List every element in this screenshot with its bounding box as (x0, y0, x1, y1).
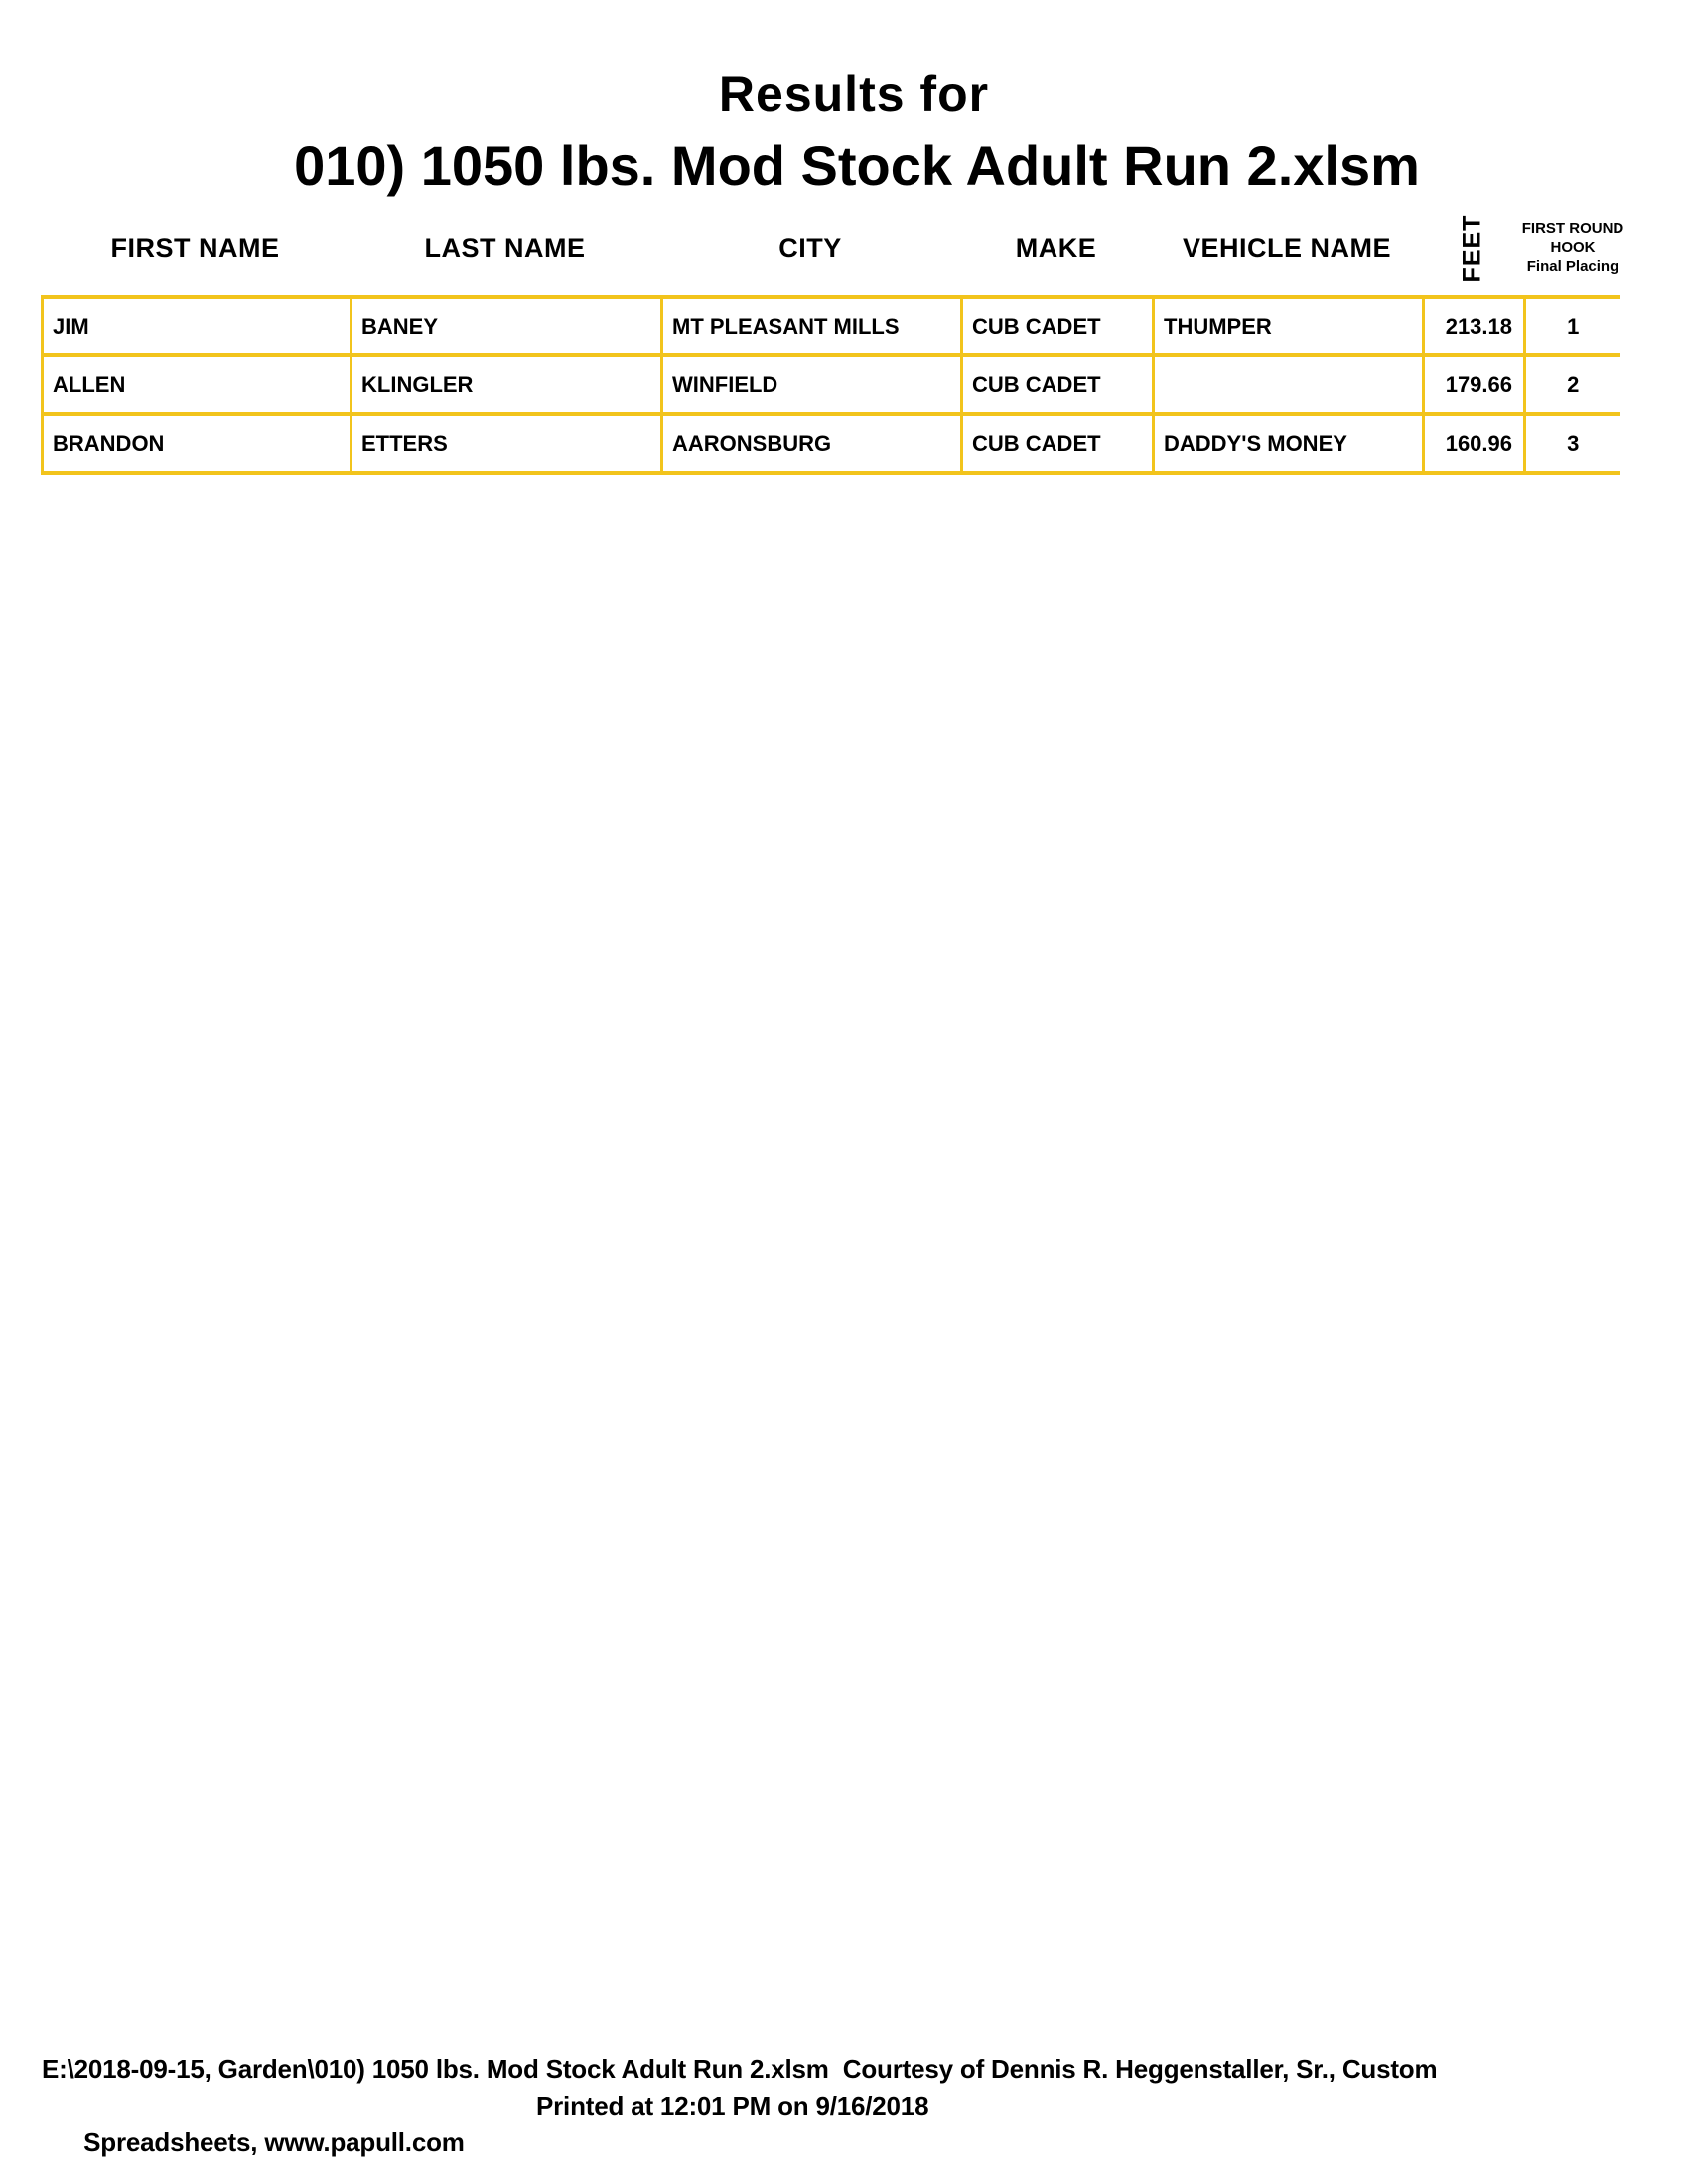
column-header-make: MAKE (1015, 233, 1097, 263)
column-header-final-placing-line1: FIRST ROUND (1521, 220, 1624, 237)
cell-last-name: KLINGLER (352, 355, 662, 414)
cell-city: WINFIELD (662, 355, 962, 414)
page-title: Results for (718, 67, 990, 122)
column-header-city: CITY (778, 233, 842, 263)
table-row (43, 414, 1620, 473)
cell-make: CUB CADET (962, 297, 1154, 355)
cell-city: AARONSBURG (662, 414, 962, 473)
cell-feet: 179.66 (1424, 355, 1525, 414)
footer-printed-at: Printed at 12:01 PM on 9/16/2018 (536, 2091, 929, 2120)
cell-last-name: ETTERS (352, 414, 662, 473)
column-header-vehicle-name: VEHICLE NAME (1182, 233, 1392, 263)
table-row (43, 355, 1620, 414)
column-header-first-name: FIRST NAME (110, 233, 280, 263)
footer-line1: E:\2018-09-15, Garden\010) 1050 lbs. Mod Stock Adult Run 2.xlsm Courtesy of Dennis R. Heggenstaller, Sr., Custom (42, 2054, 1438, 2084)
column-header-final-placing-line2: HOOK (1550, 239, 1596, 256)
cell-first-name: BRANDON (43, 414, 352, 473)
column-header-feet-label: FEET (1458, 214, 1486, 282)
cell-make: CUB CADET (962, 355, 1154, 414)
table-row (43, 297, 1620, 355)
footer-line2 (42, 2088, 1670, 2184)
cell-feet: 213.18 (1424, 297, 1525, 355)
cell-last-name: BANEY (352, 297, 662, 355)
column-header-final-placing (1503, 219, 1642, 276)
cell-first-name: JIM (43, 297, 352, 355)
results-table (41, 295, 1620, 475)
cell-vehicle-name: THUMPER (1154, 297, 1424, 355)
cell-vehicle-name: DADDY'S MONEY (1154, 414, 1424, 473)
cell-vehicle-name (1154, 355, 1424, 414)
column-header-final-placing-line3: Final Placing (1526, 258, 1619, 275)
cell-city: MT PLEASANT MILLS (662, 297, 962, 355)
page-footer (42, 2051, 1670, 2184)
footer-line2-left: Spreadsheets, www.papull.com (83, 2127, 465, 2157)
cell-placing: 2 (1525, 355, 1620, 414)
column-header-last-name: LAST NAME (424, 233, 586, 263)
cell-make: CUB CADET (962, 414, 1154, 473)
cell-placing: 1 (1525, 297, 1620, 355)
cell-placing: 3 (1525, 414, 1620, 473)
cell-first-name: ALLEN (43, 355, 352, 414)
cell-feet: 160.96 (1424, 414, 1525, 473)
page-subtitle: 010) 1050 lbs. Mod Stock Adult Run 2.xlsm (294, 134, 1420, 197)
